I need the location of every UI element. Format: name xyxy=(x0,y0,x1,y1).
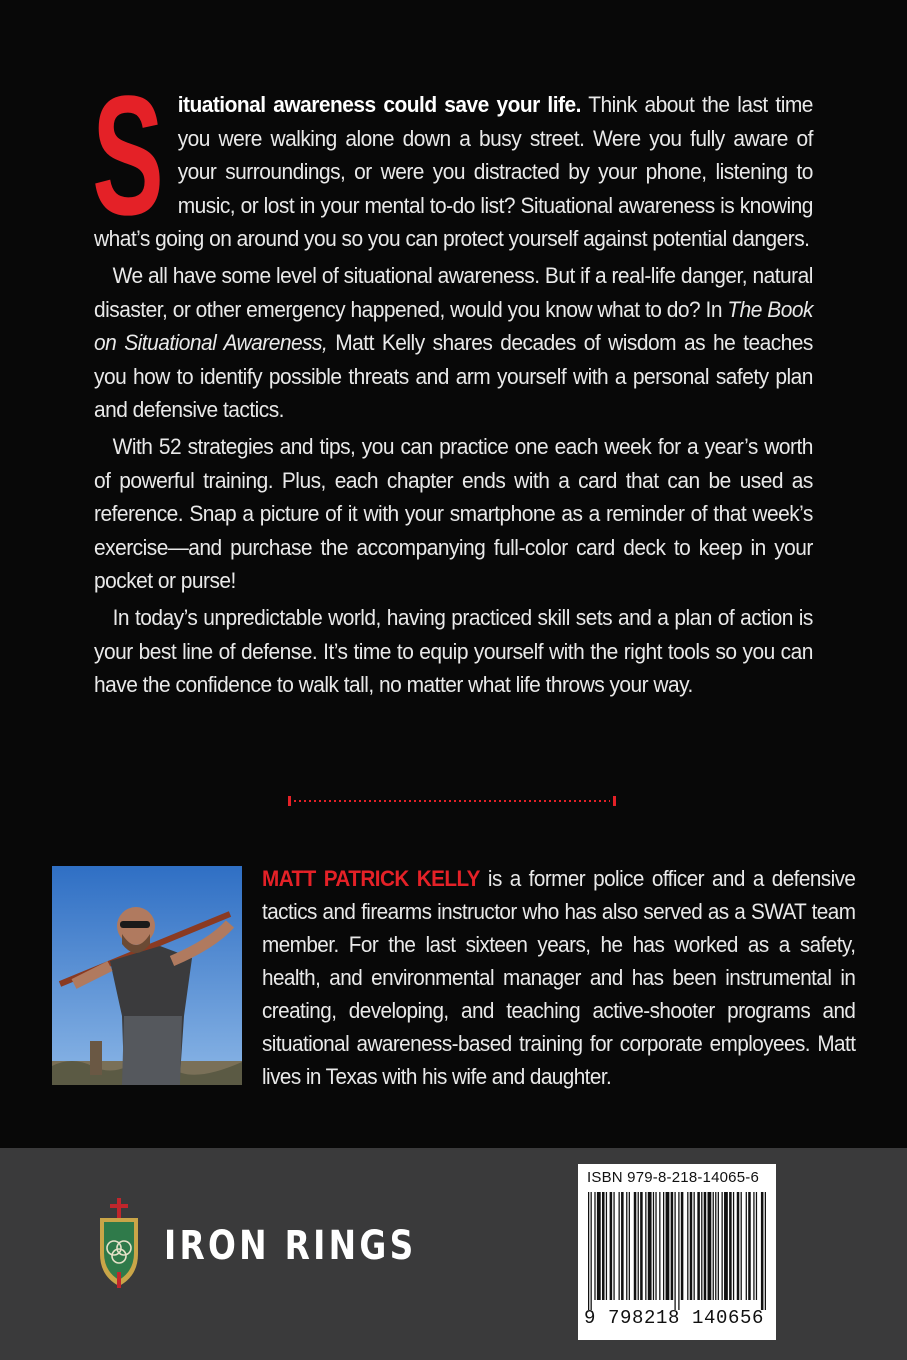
author-photo xyxy=(52,866,242,1085)
isbn-label: ISBN 979-8-218-14065-6 xyxy=(587,1169,760,1186)
barcode-bar xyxy=(594,1192,595,1300)
blurb xyxy=(92,61,813,705)
barcode-bar xyxy=(671,1192,674,1300)
barcode-bar xyxy=(697,1192,700,1300)
blurb-paragraph-1 xyxy=(92,61,813,256)
barcode-bar xyxy=(634,1192,637,1300)
barcode-bar xyxy=(748,1192,751,1300)
barcode-bar xyxy=(708,1192,712,1300)
barcode-bar xyxy=(724,1192,728,1300)
barcode-bar xyxy=(645,1192,646,1300)
paragraph-2-text-b: Matt Kelly shares decades of wisdom as he teaches you how to identify possible threats and arm yourself with a personal safety plan and defensive tactics. xyxy=(94,330,813,423)
author-name: MATT PATRICK KELLY xyxy=(262,866,480,891)
barcode-bar xyxy=(610,1192,613,1300)
barcode-bar xyxy=(741,1192,742,1300)
author-bio xyxy=(262,862,855,1093)
barcode-bar xyxy=(648,1192,652,1300)
dotted-divider xyxy=(288,795,616,807)
barcode-bar xyxy=(653,1192,654,1300)
author-bio-text: is a former police officer and a defensive tactics and firearms instructor who has also served as a SWAT team member. For the last sixteen years, he has worked as a safety, health, and environmental manager and has been instrumental in creating, developing, and teaching active-shooter programs and situational awareness-based training for corporate employees. Matt lives in Texas with his wife and daughter. xyxy=(262,866,856,1089)
iron-rings-shield-logo xyxy=(96,1196,142,1288)
barcode-bar xyxy=(602,1192,605,1300)
drop-cap: S xyxy=(92,61,164,251)
barcode-bar xyxy=(701,1192,702,1300)
barcode-bar xyxy=(756,1192,757,1300)
barcode-bar xyxy=(606,1192,607,1300)
barcode-bar xyxy=(681,1192,684,1300)
barcode-bar xyxy=(638,1192,639,1300)
blurb-paragraph-4: In today’s unpredictable world, having practiced skill sets and a plan of action is your best line of defense. It’s time to equip yourself with the right tools so you can have the confidence to walk tall, no matter what life throws your way. xyxy=(94,604,813,698)
barcode-bar xyxy=(690,1192,693,1300)
barcode-bar xyxy=(737,1192,740,1300)
barcode-bar xyxy=(626,1192,627,1300)
barcode-bar xyxy=(746,1192,747,1300)
barcode-bar xyxy=(674,1192,675,1310)
barcode-bar xyxy=(621,1192,624,1300)
barcode-bar xyxy=(619,1192,620,1300)
barcode-bar xyxy=(659,1192,660,1300)
barcode-bar xyxy=(629,1192,630,1300)
barcode-bar xyxy=(765,1192,766,1310)
barcode-bar xyxy=(591,1192,592,1310)
barcode-bar xyxy=(588,1192,589,1310)
barcode-bar xyxy=(715,1192,716,1300)
barcode-bar xyxy=(663,1192,664,1300)
barcode-bar xyxy=(729,1192,732,1300)
paragraph-2-text-a: We all have some level of situational awareness. But if a real-life danger, natural disaster, or other emergency happened, would you know what to do? In xyxy=(94,262,813,322)
barcode-bar xyxy=(761,1192,764,1310)
blurb-paragraph-3: With 52 strategies and tips, you can practice one each week for a year’s worth of powerful training. Plus, each chapter ends with a card that can be used as reference. Snap a picture of it with your smartphone as a reminder of that week’s exercise—and purchase the accompanying full-color card deck to keep in your pocket or purse! xyxy=(94,433,813,594)
book-title: The Book on Situational Awareness, xyxy=(94,296,813,356)
blurb-paragraph-2 xyxy=(94,259,813,427)
barcode-bar xyxy=(666,1192,670,1300)
lead-sentence: ituational awareness could save your life. xyxy=(177,92,581,117)
barcode-bar xyxy=(655,1192,656,1300)
paragraph-1-text: Think about the last time you were walking alone down a busy street. Were you fully aware of your surroundings, or were you distracted by your phone, listening to music, or lost in your mental to-do list? Situational awareness is knowing what’s going on around you so you can protect yourself against potential dangers. xyxy=(94,92,813,252)
publisher-name: IRON RINGS xyxy=(164,1223,417,1269)
barcode-bar xyxy=(753,1192,754,1300)
barcode-bar xyxy=(687,1192,688,1300)
barcode-bar xyxy=(694,1192,695,1300)
barcode-bar xyxy=(597,1192,601,1300)
barcode-bar xyxy=(713,1192,714,1300)
barcode-bar xyxy=(678,1192,679,1310)
isbn-barcode xyxy=(578,1164,776,1340)
barcode-bar xyxy=(733,1192,734,1300)
barcode-digits: 9 798218 140656 xyxy=(584,1307,765,1329)
barcode-bar xyxy=(718,1192,719,1300)
barcode-bar xyxy=(640,1192,643,1300)
barcode-bar xyxy=(704,1192,707,1300)
barcode-bars xyxy=(588,1192,766,1310)
barcode-bar xyxy=(722,1192,723,1300)
barcode-bar xyxy=(613,1192,614,1300)
